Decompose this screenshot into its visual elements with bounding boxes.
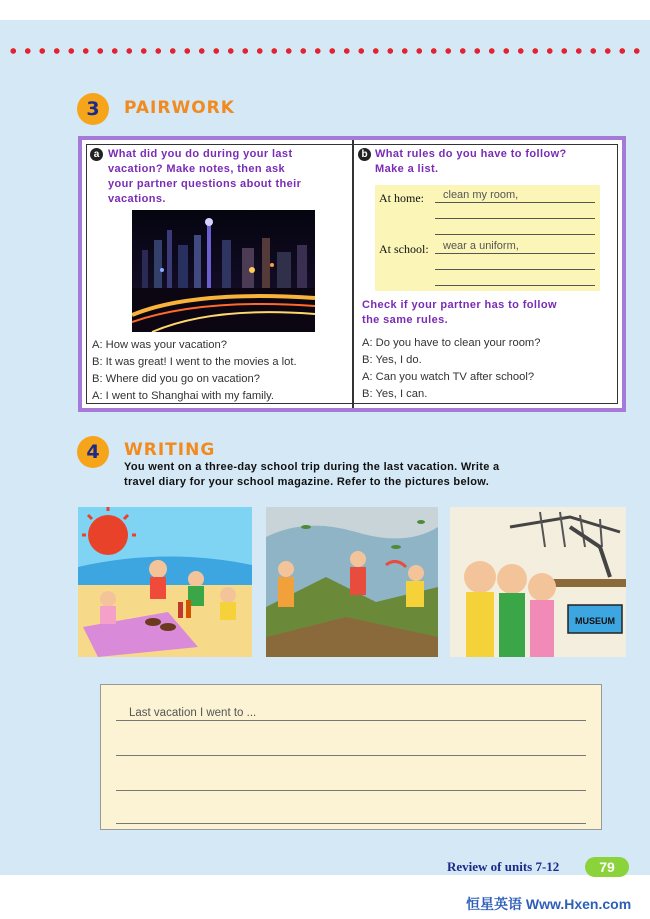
section-number-badge: 4: [77, 436, 109, 468]
at-home-label: At home:: [379, 191, 424, 205]
write-line: [435, 202, 595, 203]
dialogue-line: B: Yes, I can.: [362, 388, 428, 400]
watermark: 恒星英语 Www.Hxen.com: [466, 896, 632, 912]
dotted-divider: [6, 48, 646, 54]
prompt-line: the same rules.: [362, 314, 449, 326]
check-partner-prompt: [362, 298, 557, 328]
section-title-pairwork: PAIRWORK: [124, 98, 235, 118]
part-a-dialogue: [92, 337, 297, 405]
part-a-prompt: [108, 147, 301, 207]
dialogue-line: A: I went to Shanghai with my family.: [92, 390, 274, 402]
shanghai-night-photo: [132, 210, 315, 332]
section-title-writing: WRITING: [124, 440, 216, 460]
writing-area[interactable]: [100, 684, 602, 830]
instruction-line: You went on a three-day school trip during the last vacation. Write a: [124, 461, 500, 473]
museum-sign-text: MUSEUM: [575, 616, 615, 626]
at-school-label: At school:: [379, 242, 429, 256]
prompt-line: Make a list.: [375, 163, 439, 175]
write-line: [116, 720, 586, 721]
part-b-marker: b: [358, 148, 371, 161]
prompt-line: vacations.: [108, 193, 166, 205]
prompt-line: Check if your partner has to follow: [362, 299, 557, 311]
prompt-line: What did you do during your last: [108, 148, 293, 160]
instruction-line: travel diary for your school magazine. Refer to the pictures below.: [124, 476, 490, 488]
write-line: [435, 234, 595, 235]
write-line: [435, 218, 595, 219]
dialogue-line: A: Do you have to clean your room?: [362, 337, 541, 349]
rules-list-box: [375, 185, 600, 291]
at-school-value: wear a uniform,: [443, 240, 519, 252]
mountain-storm-illustration: [266, 507, 438, 657]
beach-picnic-illustration: [78, 507, 252, 657]
page-number: 79: [585, 857, 629, 877]
prompt-line: What rules do you have to follow?: [375, 148, 567, 160]
dialogue-line: B: It was great! I went to the movies a lot.: [92, 356, 297, 368]
at-home-value: clean my room,: [443, 189, 519, 201]
pairwork-box: [78, 136, 626, 412]
prompt-line: vacation? Make notes, then ask: [108, 163, 286, 175]
write-line: [116, 755, 586, 756]
dialogue-line: A: How was your vacation?: [92, 339, 227, 351]
write-line: [116, 790, 586, 791]
column-divider: [352, 140, 354, 408]
write-line: [435, 253, 595, 254]
museum-visit-illustration: [450, 507, 626, 657]
writing-instructions: [124, 460, 499, 490]
dialogue-line: B: Yes, I do.: [362, 354, 422, 366]
dialogue-line: A: Can you watch TV after school?: [362, 371, 535, 383]
write-line: [435, 269, 595, 270]
writing-starter: Last vacation I went to ...: [129, 707, 257, 719]
part-b-prompt: [375, 147, 567, 177]
section-number-badge: 3: [77, 93, 109, 125]
part-b-dialogue: [362, 335, 540, 403]
write-line: [116, 823, 586, 824]
prompt-line: your partner questions about their: [108, 178, 302, 190]
footer-review-label: Review of units 7-12: [447, 859, 560, 874]
dialogue-line: B: Where did you go on vacation?: [92, 373, 260, 385]
write-line: [435, 285, 595, 286]
part-a-marker: a: [90, 148, 103, 161]
